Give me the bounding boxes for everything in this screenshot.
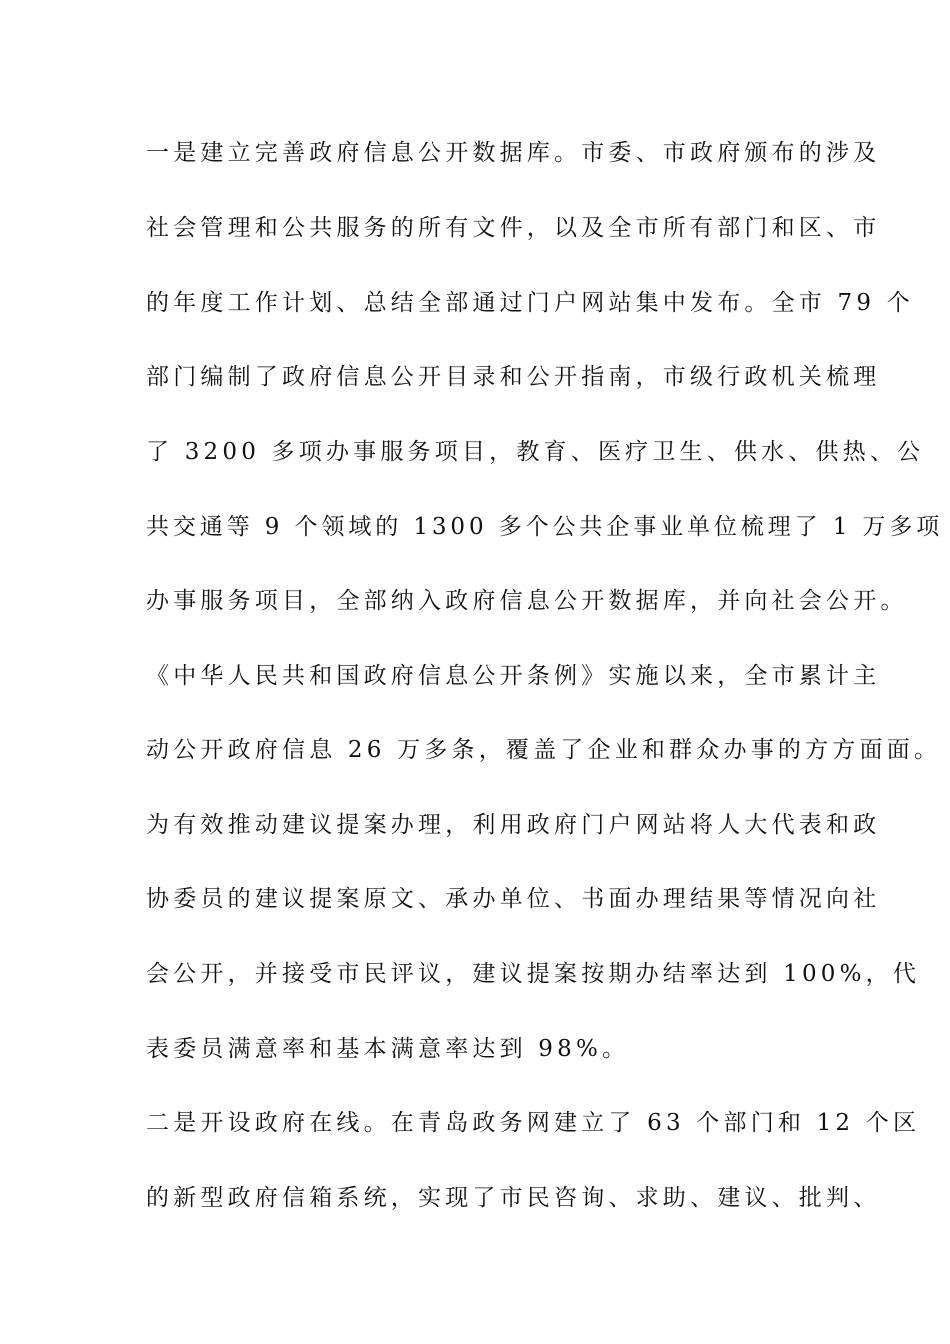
- text-line: 表委员满意率和基本满意率达到 98%。: [146, 1036, 630, 1062]
- text-line: 一是建立完善政府信息公开数据库。市委、市政府颁布的涉及: [146, 140, 881, 166]
- text-line: 为有效推动建议提案办理，利用政府门户网站将人大代表和政: [146, 812, 881, 838]
- text-line: 共交通等 9 个领域的 1300 多个公共企事业单位梳理了 1 万多项: [146, 514, 944, 540]
- text-line: 《中华人民共和国政府信息公开条例》实施以来，全市累计主: [146, 663, 881, 689]
- text-line: 动公开政府信息 26 万多条，覆盖了企业和群众办事的方方面面。: [146, 737, 942, 763]
- text-line: 办事服务项目，全部纳入政府信息公开数据库，并向社会公开。: [146, 588, 908, 614]
- text-line: 的新型政府信箱系统，实现了市民咨询、求助、建议、批判、: [146, 1185, 881, 1211]
- text-line: 协委员的建议提案原文、承办单位、书面办理结果等情况向社: [146, 886, 881, 912]
- text-line: 会公开，并接受市民评议，建议提案按期办结率达到 100%，代: [146, 961, 921, 987]
- text-line: 社会管理和公共服务的所有文件，以及全市所有部门和区、市: [146, 215, 881, 241]
- text-line: 二是开设政府在线。在青岛政务网建立了 63 个部门和 12 个区: [146, 1110, 921, 1136]
- text-line: 了 3200 多项办事服务项目，教育、医疗卫生、供水、供热、公: [146, 439, 925, 465]
- text-line: 部门编制了政府信息公开目录和公开指南，市级行政机关梳理: [146, 364, 881, 390]
- text-line: 的年度工作计划、总结全部通过门户网站集中发布。全市 79 个: [146, 290, 914, 316]
